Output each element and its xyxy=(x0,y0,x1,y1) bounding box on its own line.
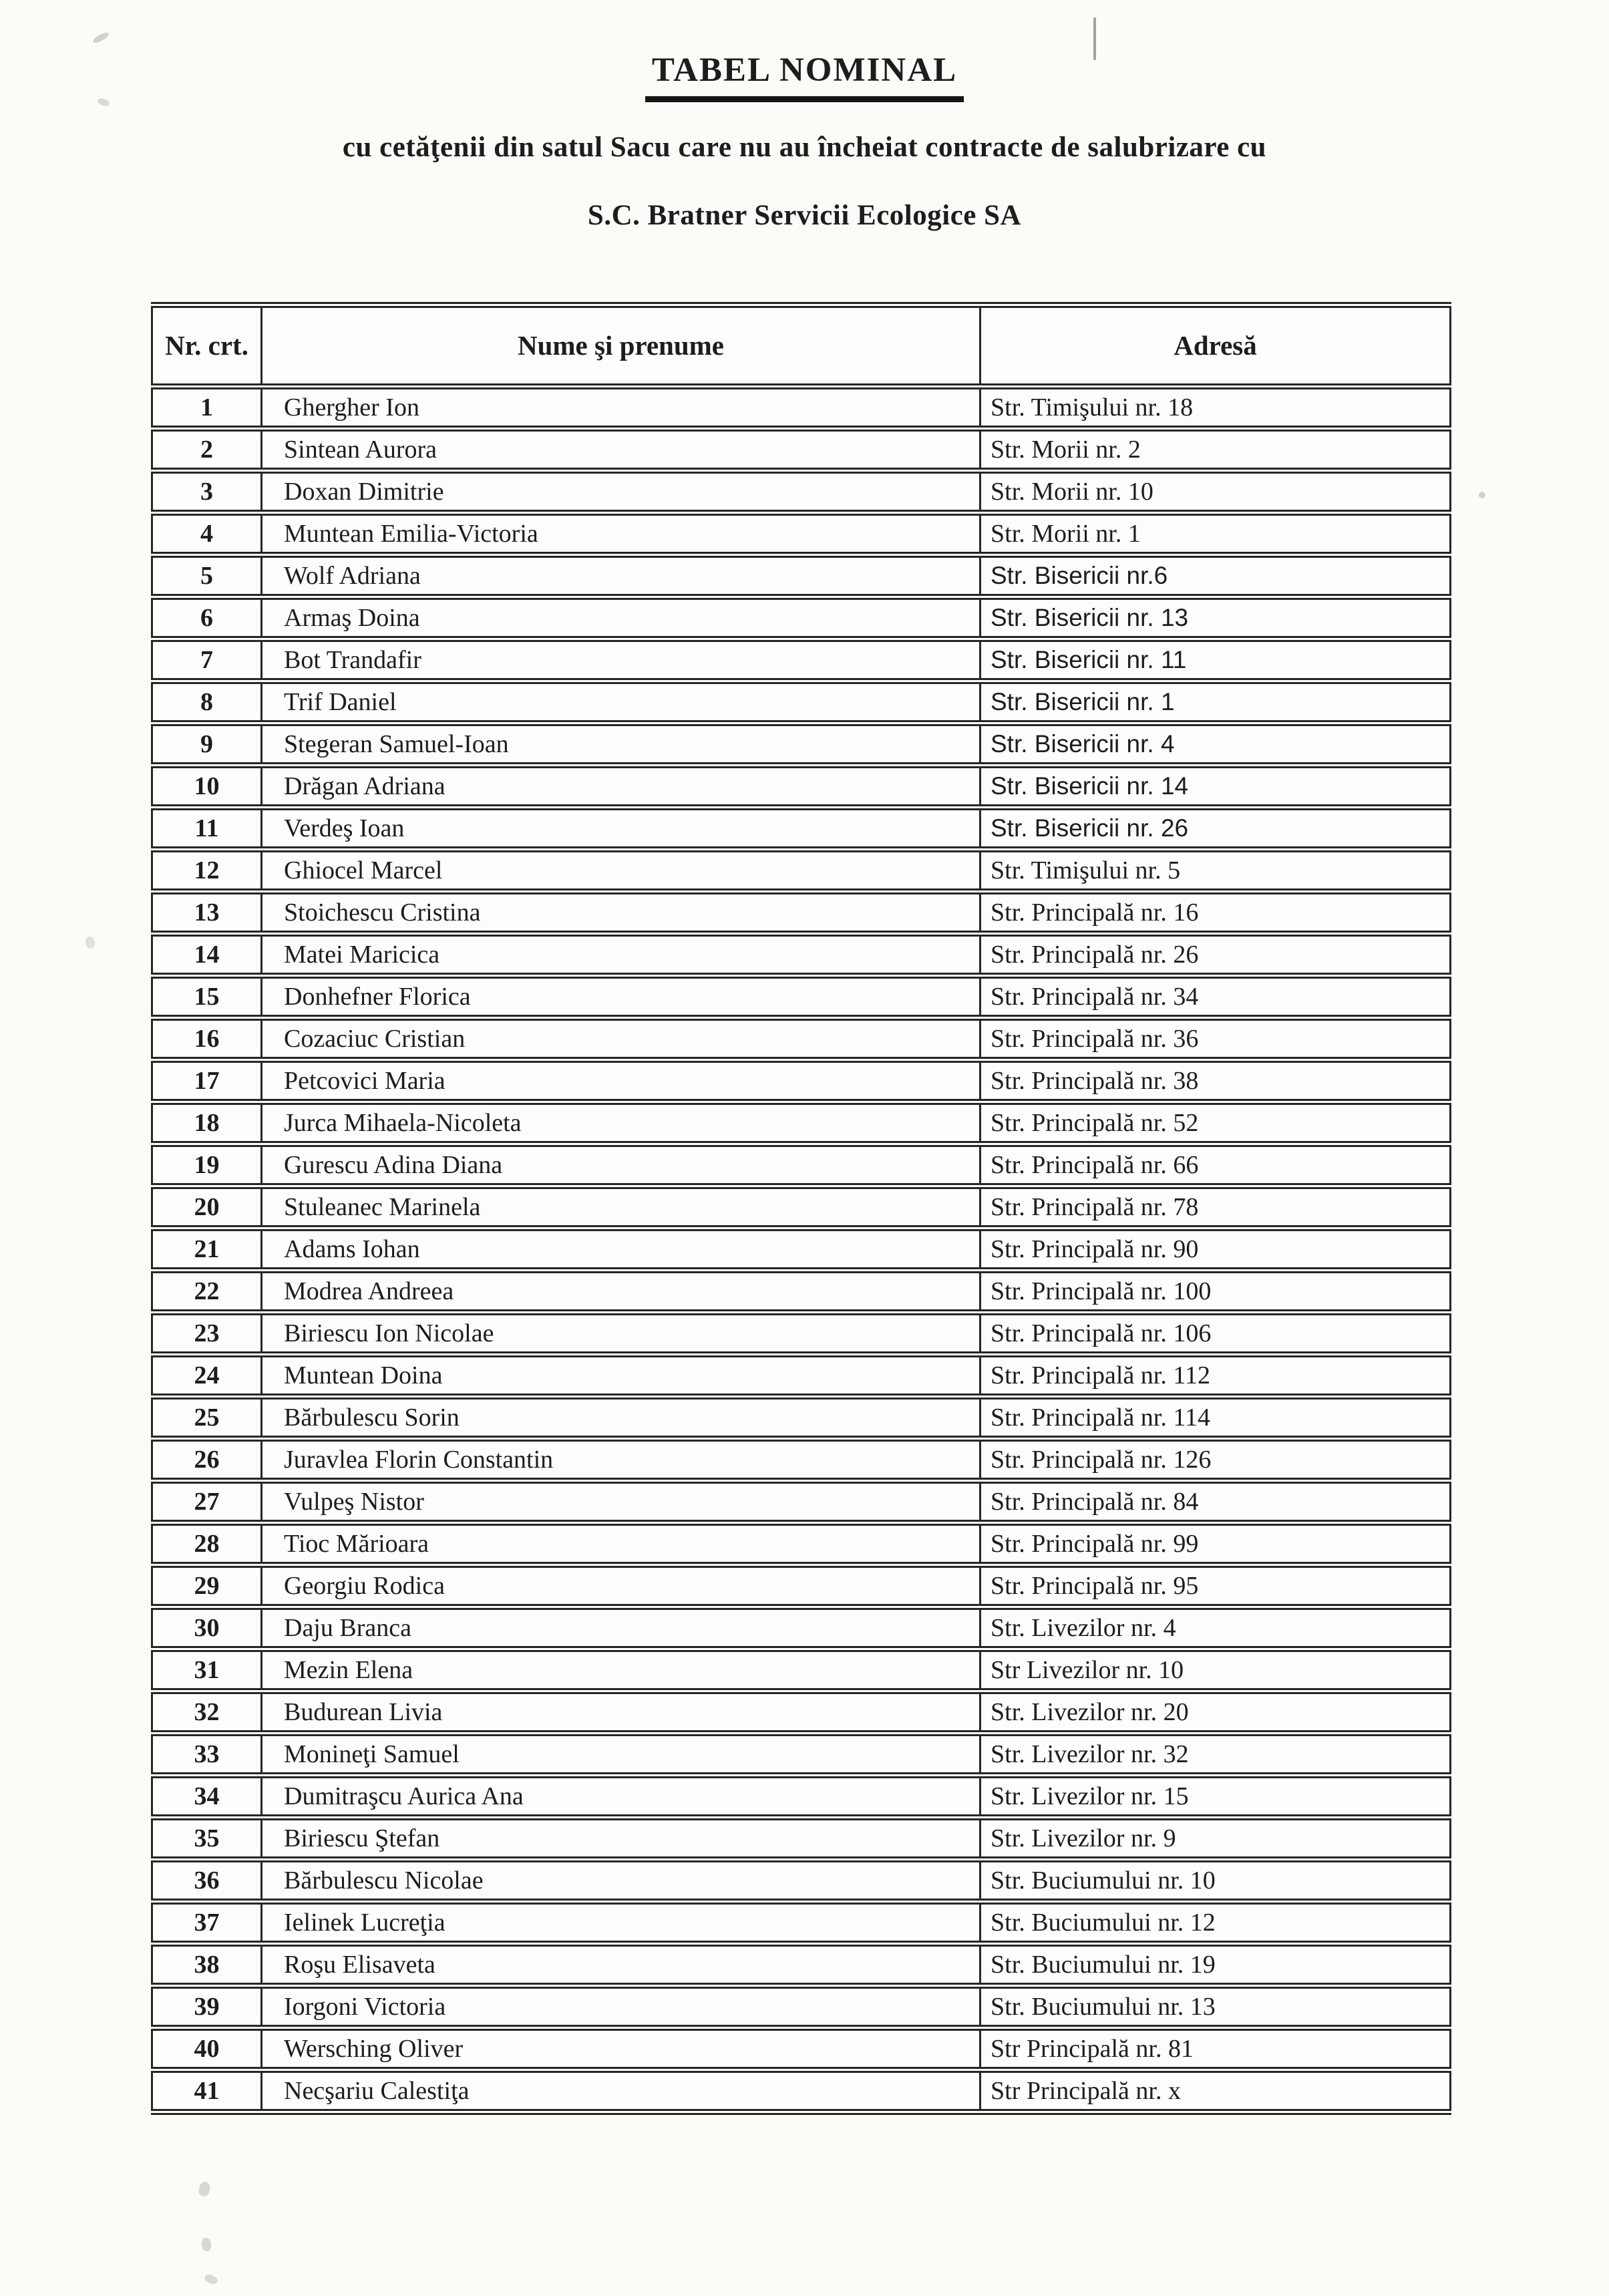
table-row xyxy=(152,429,1451,471)
table-row xyxy=(152,513,1451,555)
name-cell: Necşariu Calestiţa xyxy=(262,2070,980,2112)
name-cell: Georgiu Rodica xyxy=(262,1565,980,1607)
address-cell: Str. Principală nr. 90 xyxy=(980,1228,1451,1271)
address-cell: Str. Principală nr. 78 xyxy=(980,1186,1451,1228)
table-row xyxy=(152,1355,1451,1397)
address-cell: Str. Buciumului nr. 19 xyxy=(980,1944,1451,1986)
name-cell: Muntean Emilia-Victoria xyxy=(262,513,980,555)
address-cell: Str. Principală nr. 52 xyxy=(980,1102,1451,1144)
table-row xyxy=(152,1691,1451,1734)
address-cell: Str. Bisericii nr. 4 xyxy=(980,723,1451,766)
name-cell: Donhefner Florica xyxy=(262,976,980,1018)
address-cell: Str. Buciumului nr. 12 xyxy=(980,1902,1451,1944)
table-row xyxy=(152,597,1451,639)
scan-artifact xyxy=(201,2237,212,2252)
row-number-cell: 24 xyxy=(152,1355,262,1397)
row-number-cell: 11 xyxy=(152,808,262,850)
row-number-cell: 26 xyxy=(152,1439,262,1481)
document-subtitle-line1: cu cetăţenii din satul Sacu care nu au încheiat contracte de salubrizare cu xyxy=(342,132,1267,163)
name-cell: Modrea Andreea xyxy=(262,1271,980,1313)
address-cell: Str. Bisericii nr. 11 xyxy=(980,639,1451,681)
table-row xyxy=(152,1902,1451,1944)
row-number-cell: 18 xyxy=(152,1102,262,1144)
address-cell: Str. Morii nr. 10 xyxy=(980,471,1451,513)
table-row xyxy=(152,976,1451,1018)
scan-artifact xyxy=(84,935,96,949)
address-cell: Str. Livezilor nr. 32 xyxy=(980,1734,1451,1776)
address-cell: Str. Bisericii nr.6 xyxy=(980,555,1451,597)
row-number-cell: 40 xyxy=(152,2028,262,2070)
row-number-cell: 28 xyxy=(152,1523,262,1565)
col-header-nr-crt: Nr. crt. xyxy=(152,305,262,387)
row-number-cell: 25 xyxy=(152,1397,262,1439)
address-cell: Str. Principală nr. 34 xyxy=(980,976,1451,1018)
address-cell: Str Principală nr. x xyxy=(980,2070,1451,2112)
name-cell: Stuleanec Marinela xyxy=(262,1186,980,1228)
table-row xyxy=(152,1565,1451,1607)
row-number-cell: 33 xyxy=(152,1734,262,1776)
document-title: TABEL NOMINAL xyxy=(645,51,964,102)
name-cell: Cozaciuc Cristian xyxy=(262,1018,980,1060)
col-header-name: Nume şi prenume xyxy=(262,305,980,387)
row-number-cell: 3 xyxy=(152,471,262,513)
address-cell: Str. Bisericii nr. 26 xyxy=(980,808,1451,850)
row-number-cell: 8 xyxy=(152,681,262,723)
name-cell: Mezin Elena xyxy=(262,1649,980,1691)
name-cell: Bărbulescu Nicolae xyxy=(262,1860,980,1902)
name-cell: Ielinek Lucreţia xyxy=(262,1902,980,1944)
address-cell: Str. Livezilor nr. 15 xyxy=(980,1776,1451,1818)
table-row xyxy=(152,555,1451,597)
scan-artifact xyxy=(1479,492,1485,498)
address-cell: Str. Principală nr. 126 xyxy=(980,1439,1451,1481)
scan-artifact xyxy=(198,2181,211,2198)
row-number-cell: 32 xyxy=(152,1691,262,1734)
scan-artifact xyxy=(203,2273,218,2285)
table-row xyxy=(152,1860,1451,1902)
row-number-cell: 37 xyxy=(152,1902,262,1944)
row-number-cell: 23 xyxy=(152,1313,262,1355)
row-number-cell: 14 xyxy=(152,934,262,976)
address-cell: Str. Bisericii nr. 13 xyxy=(980,597,1451,639)
address-cell: Str. Timişului nr. 5 xyxy=(980,850,1451,892)
name-cell: Budurean Livia xyxy=(262,1691,980,1734)
name-cell: Roşu Elisaveta xyxy=(262,1944,980,1986)
name-cell: Armaş Doina xyxy=(262,597,980,639)
address-cell: Str. Morii nr. 1 xyxy=(980,513,1451,555)
row-number-cell: 27 xyxy=(152,1481,262,1523)
table-row xyxy=(152,1060,1451,1102)
row-number-cell: 7 xyxy=(152,639,262,681)
table-row xyxy=(152,850,1451,892)
address-cell: Str. Bisericii nr. 1 xyxy=(980,681,1451,723)
table-row xyxy=(152,681,1451,723)
name-cell: Stoichescu Cristina xyxy=(262,892,980,934)
table-row xyxy=(152,471,1451,513)
table-body xyxy=(152,387,1451,2112)
table-row xyxy=(152,1734,1451,1776)
address-cell: Str. Principală nr. 114 xyxy=(980,1397,1451,1439)
row-number-cell: 10 xyxy=(152,766,262,808)
document-title-wrap xyxy=(0,51,1609,102)
table-row xyxy=(152,808,1451,850)
row-number-cell: 30 xyxy=(152,1607,262,1649)
row-number-cell: 29 xyxy=(152,1565,262,1607)
address-cell: Str. Bisericii nr. 14 xyxy=(980,766,1451,808)
name-cell: Muntean Doina xyxy=(262,1355,980,1397)
name-cell: Ghergher Ion xyxy=(262,387,980,429)
table-row xyxy=(152,766,1451,808)
row-number-cell: 35 xyxy=(152,1818,262,1860)
table-row xyxy=(152,934,1451,976)
table-row xyxy=(152,1818,1451,1860)
table-row xyxy=(152,1102,1451,1144)
table-row xyxy=(152,1439,1451,1481)
row-number-cell: 12 xyxy=(152,850,262,892)
address-cell: Str Livezilor nr. 10 xyxy=(980,1649,1451,1691)
name-cell: Wersching Oliver xyxy=(262,2028,980,2070)
row-number-cell: 22 xyxy=(152,1271,262,1313)
name-cell: Juravlea Florin Constantin xyxy=(262,1439,980,1481)
name-cell: Wolf Adriana xyxy=(262,555,980,597)
row-number-cell: 6 xyxy=(152,597,262,639)
row-number-cell: 1 xyxy=(152,387,262,429)
row-number-cell: 31 xyxy=(152,1649,262,1691)
address-cell: Str. Principală nr. 106 xyxy=(980,1313,1451,1355)
table-row xyxy=(152,1944,1451,1986)
row-number-cell: 9 xyxy=(152,723,262,766)
address-cell: Str. Principală nr. 26 xyxy=(980,934,1451,976)
document-subtitle-line2: S.C. Bratner Servicii Ecologice SA xyxy=(587,200,1022,231)
table-row xyxy=(152,1986,1451,2028)
table-row xyxy=(152,1649,1451,1691)
address-cell: Str. Buciumului nr. 13 xyxy=(980,1986,1451,2028)
scan-artifact xyxy=(92,31,110,44)
name-cell: Daju Branca xyxy=(262,1607,980,1649)
row-number-cell: 41 xyxy=(152,2070,262,2112)
table-row xyxy=(152,1144,1451,1186)
name-cell: Iorgoni Victoria xyxy=(262,1986,980,2028)
address-cell: Str. Principală nr. 99 xyxy=(980,1523,1451,1565)
name-cell: Monineţi Samuel xyxy=(262,1734,980,1776)
name-cell: Trif Daniel xyxy=(262,681,980,723)
address-cell: Str. Principală nr. 95 xyxy=(980,1565,1451,1607)
name-cell: Stegeran Samuel-Ioan xyxy=(262,723,980,766)
address-cell: Str Principală nr. 81 xyxy=(980,2028,1451,2070)
name-cell: Doxan Dimitrie xyxy=(262,471,980,513)
address-cell: Str. Principală nr. 100 xyxy=(980,1271,1451,1313)
table-row xyxy=(152,1228,1451,1271)
table-row xyxy=(152,1523,1451,1565)
name-cell: Drăgan Adriana xyxy=(262,766,980,808)
address-cell: Str. Principală nr. 84 xyxy=(980,1481,1451,1523)
name-cell: Verdeş Ioan xyxy=(262,808,980,850)
col-header-address: Adresă xyxy=(980,305,1451,387)
name-cell: Biriescu Ştefan xyxy=(262,1818,980,1860)
table-row xyxy=(152,723,1451,766)
row-number-cell: 16 xyxy=(152,1018,262,1060)
name-cell: Matei Maricica xyxy=(262,934,980,976)
address-cell: Str. Buciumului nr. 10 xyxy=(980,1860,1451,1902)
row-number-cell: 13 xyxy=(152,892,262,934)
name-cell: Bot Trandafir xyxy=(262,639,980,681)
table-row xyxy=(152,2070,1451,2112)
address-cell: Str. Livezilor nr. 4 xyxy=(980,1607,1451,1649)
name-cell: Jurca Mihaela-Nicoleta xyxy=(262,1102,980,1144)
name-cell: Vulpeş Nistor xyxy=(262,1481,980,1523)
row-number-cell: 34 xyxy=(152,1776,262,1818)
table-row xyxy=(152,1271,1451,1313)
row-number-cell: 5 xyxy=(152,555,262,597)
row-number-cell: 15 xyxy=(152,976,262,1018)
address-cell: Str. Morii nr. 2 xyxy=(980,429,1451,471)
name-cell: Bărbulescu Sorin xyxy=(262,1397,980,1439)
address-cell: Str. Livezilor nr. 9 xyxy=(980,1818,1451,1860)
name-cell: Adams Iohan xyxy=(262,1228,980,1271)
row-number-cell: 20 xyxy=(152,1186,262,1228)
name-cell: Biriescu Ion Nicolae xyxy=(262,1313,980,1355)
row-number-cell: 36 xyxy=(152,1860,262,1902)
table-row xyxy=(152,387,1451,429)
address-cell: Str. Principală nr. 16 xyxy=(980,892,1451,934)
name-cell: Sintean Aurora xyxy=(262,429,980,471)
row-number-cell: 21 xyxy=(152,1228,262,1271)
address-cell: Str. Timişului nr. 18 xyxy=(980,387,1451,429)
row-number-cell: 39 xyxy=(152,1986,262,2028)
address-cell: Str. Principală nr. 66 xyxy=(980,1144,1451,1186)
address-cell: Str. Principală nr. 36 xyxy=(980,1018,1451,1060)
address-cell: Str. Livezilor nr. 20 xyxy=(980,1691,1451,1734)
table-row xyxy=(152,1018,1451,1060)
table-row xyxy=(152,639,1451,681)
table-row xyxy=(152,1481,1451,1523)
name-cell: Ghiocel Marcel xyxy=(262,850,980,892)
name-cell: Tioc Mărioara xyxy=(262,1523,980,1565)
table-row xyxy=(152,1313,1451,1355)
name-cell: Gurescu Adina Diana xyxy=(262,1144,980,1186)
table-header-row xyxy=(152,305,1451,387)
row-number-cell: 4 xyxy=(152,513,262,555)
table-row xyxy=(152,1186,1451,1228)
table-row xyxy=(152,1607,1451,1649)
address-cell: Str. Principală nr. 38 xyxy=(980,1060,1451,1102)
row-number-cell: 17 xyxy=(152,1060,262,1102)
nominal-table xyxy=(151,302,1451,2115)
row-number-cell: 2 xyxy=(152,429,262,471)
table-row xyxy=(152,892,1451,934)
table-row xyxy=(152,1397,1451,1439)
table-row xyxy=(152,1776,1451,1818)
row-number-cell: 19 xyxy=(152,1144,262,1186)
address-cell: Str. Principală nr. 112 xyxy=(980,1355,1451,1397)
name-cell: Dumitraşcu Aurica Ana xyxy=(262,1776,980,1818)
row-number-cell: 38 xyxy=(152,1944,262,1986)
name-cell: Petcovici Maria xyxy=(262,1060,980,1102)
table-row xyxy=(152,2028,1451,2070)
